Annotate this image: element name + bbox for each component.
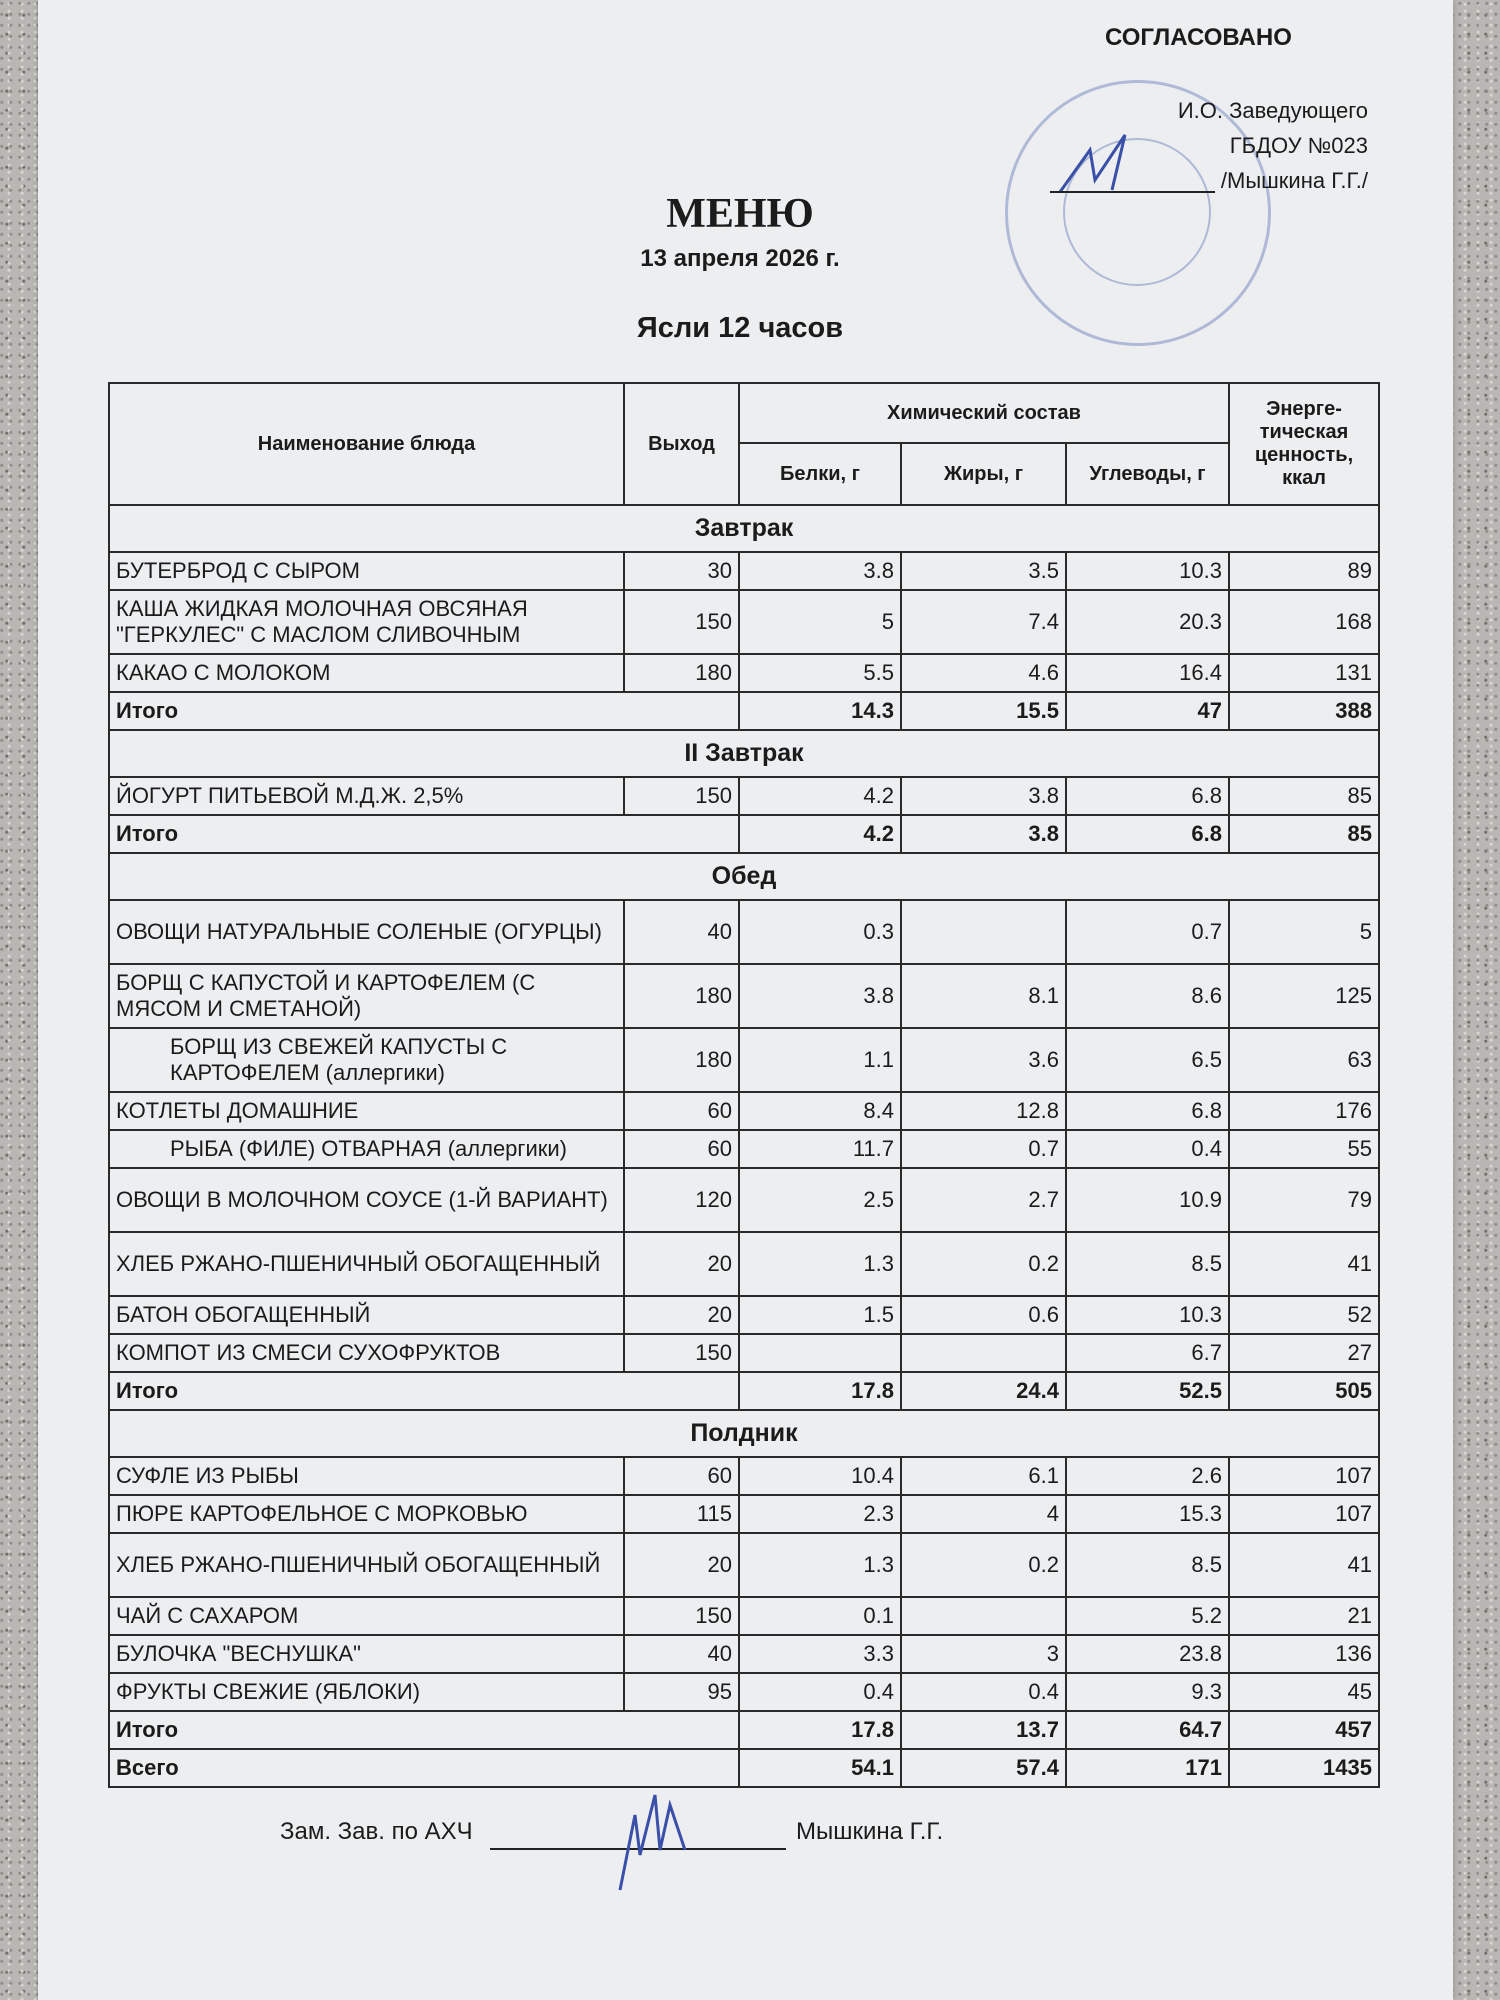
dish-carbs: 9.3 (1066, 1673, 1229, 1711)
dish-carbs: 8.6 (1066, 964, 1229, 1028)
dish-fat: 3.8 (901, 777, 1066, 815)
dish-protein: 0.3 (739, 900, 901, 964)
table-row (109, 654, 1379, 692)
dish-name: ОВОЩИ НАТУРАЛЬНЫЕ СОЛЕНЫЕ (ОГУРЦЫ) (109, 900, 624, 964)
dish-carbs: 20.3 (1066, 590, 1229, 654)
dish-energy: 168 (1229, 590, 1379, 654)
dish-name: КАША ЖИДКАЯ МОЛОЧНАЯ ОВСЯНАЯ "ГЕРКУЛЕС" С МАСЛОМ СЛИВОЧНЫМ (109, 590, 624, 654)
dish-name: БОРЩ ИЗ СВЕЖЕЙ КАПУСТЫ С КАРТОФЕЛЕМ (аллергики) (109, 1028, 624, 1092)
dish-carbs: 10.9 (1066, 1168, 1229, 1232)
footer-position: Зам. Зав. по АХЧ (280, 1818, 473, 1845)
table-row (109, 900, 1379, 964)
approval-name: /Мышкина Г.Г./ (1220, 168, 1368, 193)
dish-fat: 12.8 (901, 1092, 1066, 1130)
dish-protein: 1.3 (739, 1533, 901, 1597)
total-carbs: 171 (1066, 1749, 1229, 1787)
approval-heading: СОГЛАСОВАНО (1105, 24, 1292, 51)
dish-carbs: 0.4 (1066, 1130, 1229, 1168)
dish-energy: 107 (1229, 1495, 1379, 1533)
total-carbs: 64.7 (1066, 1711, 1229, 1749)
table-row (109, 1457, 1379, 1495)
dish-protein: 2.3 (739, 1495, 901, 1533)
dish-protein: 5 (739, 590, 901, 654)
section-total-row (109, 1372, 1379, 1410)
total-carbs: 6.8 (1066, 815, 1229, 853)
dish-name: ХЛЕБ РЖАНО-ПШЕНИЧНЫЙ ОБОГАЩЕННЫЙ (109, 1232, 624, 1296)
total-fat: 57.4 (901, 1749, 1066, 1787)
dish-energy: 85 (1229, 777, 1379, 815)
dish-fat: 6.1 (901, 1457, 1066, 1495)
dish-protein: 0.1 (739, 1597, 901, 1635)
total-protein: 17.8 (739, 1372, 901, 1410)
dish-name: ХЛЕБ РЖАНО-ПШЕНИЧНЫЙ ОБОГАЩЕННЫЙ (109, 1533, 624, 1597)
dish-output: 40 (624, 1635, 739, 1673)
dish-output: 30 (624, 552, 739, 590)
total-energy: 85 (1229, 815, 1379, 853)
dish-energy: 27 (1229, 1334, 1379, 1372)
dish-output: 60 (624, 1092, 739, 1130)
dish-name: БОРЩ С КАПУСТОЙ И КАРТОФЕЛЕМ (С МЯСОМ И СМЕТАНОЙ) (109, 964, 624, 1028)
dish-energy: 107 (1229, 1457, 1379, 1495)
dish-energy: 45 (1229, 1673, 1379, 1711)
total-fat: 24.4 (901, 1372, 1066, 1410)
dish-carbs: 16.4 (1066, 654, 1229, 692)
section-row (109, 853, 1379, 900)
menu-date: 13 апреля 2026 г. (640, 245, 840, 272)
table-row (109, 1028, 1379, 1092)
dish-output: 20 (624, 1296, 739, 1334)
dish-carbs: 6.8 (1066, 777, 1229, 815)
dish-fat: 0.2 (901, 1232, 1066, 1296)
dish-energy: 89 (1229, 552, 1379, 590)
section-title: Обед (109, 853, 1379, 900)
dish-name: ЙОГУРТ ПИТЬЕВОЙ М.Д.Ж. 2,5% (109, 777, 624, 815)
table-row (109, 552, 1379, 590)
table-row (109, 1232, 1379, 1296)
total-energy: 388 (1229, 692, 1379, 730)
table-row (109, 1168, 1379, 1232)
total-protein: 14.3 (739, 692, 901, 730)
approval-org: ГБДОУ №023 (1229, 133, 1368, 158)
dish-output: 180 (624, 1028, 739, 1092)
dish-carbs: 0.7 (1066, 900, 1229, 964)
header-carbs: Углеводы, г (1066, 443, 1229, 505)
dish-energy: 125 (1229, 964, 1379, 1028)
dish-fat: 3.6 (901, 1028, 1066, 1092)
dish-fat: 0.7 (901, 1130, 1066, 1168)
dish-name: БУТЕРБРОД С СЫРОМ (109, 552, 624, 590)
table-row (109, 1673, 1379, 1711)
dish-energy: 176 (1229, 1092, 1379, 1130)
dish-carbs: 23.8 (1066, 1635, 1229, 1673)
dish-protein: 5.5 (739, 654, 901, 692)
table-row (109, 590, 1379, 654)
total-carbs: 47 (1066, 692, 1229, 730)
dish-output: 150 (624, 1334, 739, 1372)
dish-protein (739, 1334, 901, 1372)
dish-energy: 63 (1229, 1028, 1379, 1092)
dish-output: 150 (624, 1597, 739, 1635)
total-label: Итого (109, 815, 739, 853)
dish-name: КОМПОТ ИЗ СМЕСИ СУХОФРУКТОВ (109, 1334, 624, 1372)
table-row (109, 1296, 1379, 1334)
table-row (109, 1092, 1379, 1130)
total-fat: 15.5 (901, 692, 1066, 730)
dish-fat (901, 900, 1066, 964)
section-title: II Завтрак (109, 730, 1379, 777)
dish-output: 180 (624, 964, 739, 1028)
dish-fat: 2.7 (901, 1168, 1066, 1232)
dish-energy: 136 (1229, 1635, 1379, 1673)
table-row (109, 1533, 1379, 1597)
dish-name: БУЛОЧКА "ВЕСНУШКА" (109, 1635, 624, 1673)
dish-protein: 1.3 (739, 1232, 901, 1296)
total-protein: 17.8 (739, 1711, 901, 1749)
dish-carbs: 10.3 (1066, 552, 1229, 590)
dish-fat: 0.4 (901, 1673, 1066, 1711)
dish-name: ЧАЙ С САХАРОМ (109, 1597, 624, 1635)
footer-name: Мышкина Г.Г. (796, 1818, 944, 1845)
header-output: Выход (624, 383, 739, 505)
dish-protein: 11.7 (739, 1130, 901, 1168)
total-energy: 457 (1229, 1711, 1379, 1749)
section-title: Завтрак (109, 505, 1379, 552)
dish-output: 60 (624, 1457, 739, 1495)
dish-name: БАТОН ОБОГАЩЕННЫЙ (109, 1296, 624, 1334)
dish-fat: 7.4 (901, 590, 1066, 654)
total-carbs: 52.5 (1066, 1372, 1229, 1410)
section-row (109, 730, 1379, 777)
section-title: Полдник (109, 1410, 1379, 1457)
dish-carbs: 6.8 (1066, 1092, 1229, 1130)
dish-output: 150 (624, 590, 739, 654)
dish-carbs: 2.6 (1066, 1457, 1229, 1495)
dish-energy: 55 (1229, 1130, 1379, 1168)
dish-carbs: 6.5 (1066, 1028, 1229, 1092)
dish-fat (901, 1597, 1066, 1635)
table-row (109, 964, 1379, 1028)
total-label: Итого (109, 1711, 739, 1749)
dish-carbs: 5.2 (1066, 1597, 1229, 1635)
dish-output: 120 (624, 1168, 739, 1232)
total-fat: 3.8 (901, 815, 1066, 853)
menu-table (108, 382, 1380, 1788)
table-row (109, 1130, 1379, 1168)
dish-fat: 0.6 (901, 1296, 1066, 1334)
dish-fat: 3 (901, 1635, 1066, 1673)
dish-fat: 0.2 (901, 1533, 1066, 1597)
grand-total-row (109, 1749, 1379, 1787)
dish-protein: 0.4 (739, 1673, 901, 1711)
dish-protein: 3.8 (739, 964, 901, 1028)
total-fat: 13.7 (901, 1711, 1066, 1749)
table-row (109, 1597, 1379, 1635)
table-row (109, 777, 1379, 815)
total-label: Итого (109, 1372, 739, 1410)
dish-name: КОТЛЕТЫ ДОМАШНИЕ (109, 1092, 624, 1130)
table-row (109, 1635, 1379, 1673)
dish-protein: 2.5 (739, 1168, 901, 1232)
dish-output: 115 (624, 1495, 739, 1533)
menu-group: Ясли 12 часов (636, 312, 844, 344)
header-protein: Белки, г (739, 443, 901, 505)
dish-energy: 5 (1229, 900, 1379, 964)
dish-energy: 79 (1229, 1168, 1379, 1232)
dish-output: 20 (624, 1533, 739, 1597)
dish-protein: 8.4 (739, 1092, 901, 1130)
section-total-row (109, 815, 1379, 853)
dish-fat (901, 1334, 1066, 1372)
table-row (109, 1334, 1379, 1372)
total-label: Итого (109, 692, 739, 730)
header-fat: Жиры, г (901, 443, 1066, 505)
dish-protein: 10.4 (739, 1457, 901, 1495)
dish-fat: 4.6 (901, 654, 1066, 692)
dish-carbs: 8.5 (1066, 1232, 1229, 1296)
dish-energy: 52 (1229, 1296, 1379, 1334)
deputy-signature (610, 1785, 710, 1895)
dish-protein: 1.1 (739, 1028, 901, 1092)
dish-name: РЫБА (ФИЛЕ) ОТВАРНАЯ (аллергики) (109, 1130, 624, 1168)
dish-output: 60 (624, 1130, 739, 1168)
header-energy: Энерге-тическая ценность, ккал (1229, 383, 1379, 505)
table-row (109, 1495, 1379, 1533)
dish-output: 40 (624, 900, 739, 964)
dish-name: ПЮРЕ КАРТОФЕЛЬНОЕ С МОРКОВЬЮ (109, 1495, 624, 1533)
dish-output: 95 (624, 1673, 739, 1711)
dish-output: 180 (624, 654, 739, 692)
dish-protein: 1.5 (739, 1296, 901, 1334)
dish-fat: 3.5 (901, 552, 1066, 590)
page-title: МЕНЮ (666, 191, 814, 237)
dish-name: СУФЛЕ ИЗ РЫБЫ (109, 1457, 624, 1495)
header-name: Наименование блюда (109, 383, 624, 505)
dish-carbs: 6.7 (1066, 1334, 1229, 1372)
section-row (109, 1410, 1379, 1457)
dish-carbs: 10.3 (1066, 1296, 1229, 1334)
dish-carbs: 15.3 (1066, 1495, 1229, 1533)
dish-protein: 4.2 (739, 777, 901, 815)
dish-name: ОВОЩИ В МОЛОЧНОМ СОУСЕ (1-Й ВАРИАНТ) (109, 1168, 624, 1232)
dish-energy: 131 (1229, 654, 1379, 692)
dish-name: КАКАО С МОЛОКОМ (109, 654, 624, 692)
dish-name: ФРУКТЫ СВЕЖИЕ (ЯБЛОКИ) (109, 1673, 624, 1711)
dish-protein: 3.8 (739, 552, 901, 590)
total-label: Всего (109, 1749, 739, 1787)
approval-position: И.О. Заведующего (1177, 98, 1368, 123)
dish-energy: 41 (1229, 1533, 1379, 1597)
section-row (109, 505, 1379, 552)
total-protein: 54.1 (739, 1749, 901, 1787)
dish-carbs: 8.5 (1066, 1533, 1229, 1597)
dish-output: 20 (624, 1232, 739, 1296)
dish-output: 150 (624, 777, 739, 815)
total-energy: 1435 (1229, 1749, 1379, 1787)
header-chem: Химический состав (739, 383, 1229, 443)
dish-fat: 8.1 (901, 964, 1066, 1028)
total-energy: 505 (1229, 1372, 1379, 1410)
dish-energy: 21 (1229, 1597, 1379, 1635)
section-total-row (109, 1711, 1379, 1749)
dish-protein: 3.3 (739, 1635, 901, 1673)
dish-energy: 41 (1229, 1232, 1379, 1296)
section-total-row (109, 692, 1379, 730)
dish-fat: 4 (901, 1495, 1066, 1533)
total-protein: 4.2 (739, 815, 901, 853)
